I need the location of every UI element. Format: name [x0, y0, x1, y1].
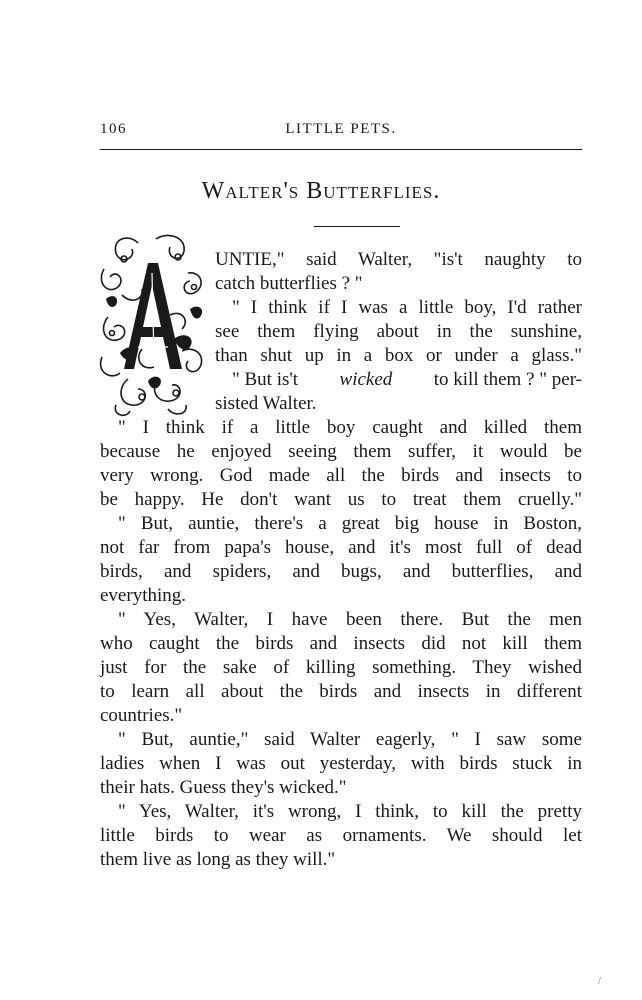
text-line: very wrong. God made all the birds and insects to [100, 465, 582, 486]
text-line: birds, and spiders, and bugs, and butterflies, and [100, 561, 582, 582]
text-line: " I think if I was a little boy, I'd rather [232, 297, 582, 318]
text-line: their hats. Guess they's wicked." [100, 777, 347, 798]
text-line: everything. [100, 585, 187, 606]
text-segment: to kill them ? " per- [433, 369, 582, 390]
text-line: " Yes, Walter, I have been there. But the men [118, 609, 582, 630]
running-head [100, 121, 582, 143]
text-line: sisted Walter. [215, 393, 317, 414]
text-line: ladies when I was out yesterday, with birds stuck in [100, 753, 582, 774]
page-number: 106 [100, 121, 127, 137]
text-line: countries." [100, 705, 183, 726]
text-line: little birds to wear as ornaments. We should let [100, 825, 582, 846]
text-line: see them flying about in the sunshine, [215, 321, 582, 342]
ornamental-drop-cap [98, 229, 208, 419]
text-line: not far from papa's house, and it's most full of dead [100, 537, 582, 558]
text-line: UNTIE," said Walter, "is't naughty to [215, 249, 582, 270]
text-line: because he enjoyed seeing them suffer, it would be [100, 441, 582, 462]
text-line: be happy. He don't want us to treat them cruelly." [100, 489, 582, 510]
text-line: " I think if a little boy caught and killed them [118, 417, 582, 438]
text-line: " But, auntie," said Walter eagerly, " I saw some [118, 729, 582, 750]
text-line: just for the sake of killing something. They wished [100, 657, 582, 678]
emphasis-wicked: wicked [339, 369, 393, 390]
text-line: " Yes, Walter, it's wrong, I think, to kill the pretty [118, 801, 582, 822]
text-line-with-emphasis [232, 368, 582, 392]
text-line: catch butterflies ? " [215, 273, 363, 294]
text-line: them live as long as they will." [100, 849, 336, 870]
text-segment: " But is't [232, 369, 299, 390]
text-line: " But, auntie, there's a great big house in Boston, [118, 513, 582, 534]
margin-mark: / [598, 975, 602, 987]
text-line: than shut up in a box or under a glass." [215, 345, 582, 366]
chapter-title: Walter's Butterflies. [201, 178, 441, 204]
header-rule [100, 149, 582, 150]
running-title: LITTLE PETS. [285, 121, 397, 137]
text-line: to learn all about the birds and insects in different [100, 681, 582, 702]
title-rule [314, 226, 400, 227]
text-line: who caught the birds and insects did not kill them [100, 633, 582, 654]
